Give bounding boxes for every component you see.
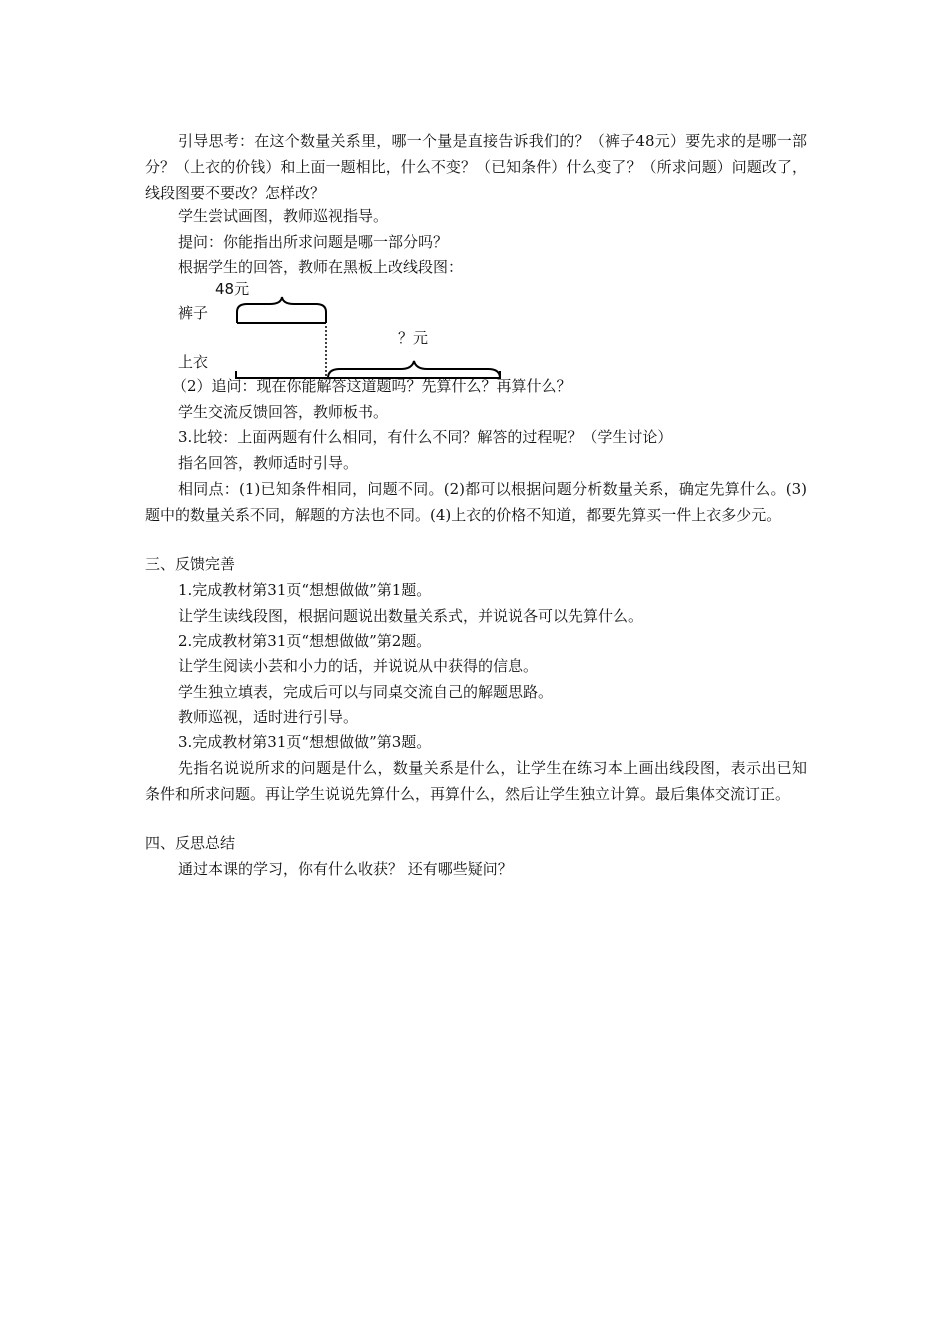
paragraph-teacher-draws: 根据学生的回答，教师在黑板上改线段图： (178, 258, 464, 276)
pants-brace (237, 297, 326, 312)
paragraph-guided-thinking: 引导思考：在这个数量关系里，哪一个量是直接告诉我们的？（裤子48元）要先求的是哪一部分？（上衣的价钱）和上面一题相比，什么不变？（已知条件）什么变了？（所求问题）问题改了，线段图要不要改？怎样改？ (145, 132, 807, 202)
paragraph-compare: 3.比较：上面两题有什么相同，有什么不同？解答的过程呢？（学生讨论） (178, 428, 673, 446)
diagram-lines (0, 0, 950, 420)
section-heading-feedback: 三、反馈完善 (145, 555, 236, 573)
exercise-2-teacher: 教师巡视，适时进行引导。 (178, 708, 359, 726)
exercise-1: 1.完成教材第31页“想想做做”第1题。 (178, 581, 432, 599)
exercise-3: 3.完成教材第31页“想想做做”第3题。 (178, 733, 432, 751)
pants-label: 裤子 (178, 304, 209, 322)
exercise-1-instructions: 让学生读线段图，根据问题说出数量关系式，并说说各可以先算什么。 (178, 607, 644, 625)
paragraph-feedback: 学生交流反馈回答，教师板书。 (178, 403, 389, 421)
exercise-3-instructions: 先指名说说所求的问题是什么，数量关系是什么，让学生在练习本上画出线段图，表示出已知条件和所求问题。再让学生说说先算什么，再算什么，然后让学生独立计算。最后集体交流订正。 (145, 759, 807, 803)
paragraph-students-draw: 学生尝试画图，教师巡视指导。 (178, 207, 389, 225)
paragraph-reflection: 通过本课的学习，你有什么收获？ 还有哪些疑问？ (178, 860, 513, 878)
exercise-2-instructions: 让学生阅读小芸和小力的话，并说说从中获得的信息。 (178, 657, 539, 675)
paragraph-question: 提问：你能指出所求问题是哪一部分吗？ (178, 233, 449, 251)
paragraph-follow-up: （2）追问：现在你能解答这道题吗？先算什么？再算什么？ (172, 377, 572, 395)
section-heading-reflection: 四、反思总结 (145, 834, 236, 852)
pants-value-label: 48元 (215, 280, 250, 298)
jacket-label: 上衣 (178, 353, 209, 371)
paragraph-answer: 指名回答，教师适时引导。 (178, 454, 359, 472)
exercise-2-table: 学生独立填表，完成后可以与同桌交流自己的解题思路。 (178, 683, 554, 701)
paragraph-similarities: 相同点：(1)已知条件相同，问题不同。(2)都可以根据问题分析数量关系，确定先算什么。(3)题中的数量关系不同，解题的方法也不同。(4)上衣的价格不知道，都要先算买一件上衣多少元。 (145, 480, 807, 524)
exercise-2: 2.完成教材第31页“想想做做”第2题。 (178, 632, 432, 650)
jacket-value-label: ？元 (398, 329, 429, 347)
